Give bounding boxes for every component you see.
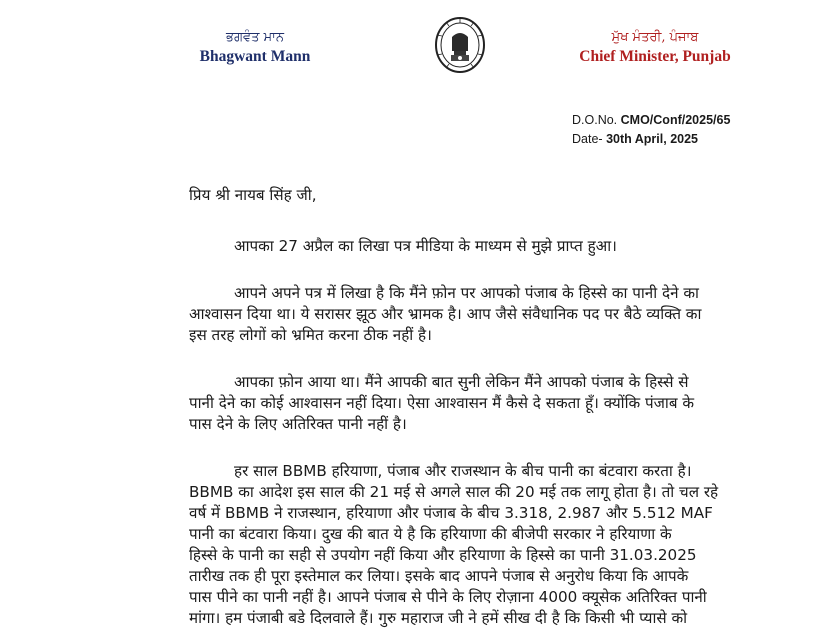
- paragraph-4: [189, 461, 755, 629]
- dono-line: [572, 111, 730, 130]
- dono-label: D.O.No.: [572, 113, 618, 127]
- paragraph-line: मांगा। हम पंजाबी बडे दिलवाले हैं। गुरु महाराज जी ने हमें सीख दी है कि किसी भी प्यासे को: [189, 609, 688, 627]
- date-value: 30th April, 2025: [606, 132, 698, 146]
- paragraph-line: इस तरह लोगों को भ्रमित करना ठीक नहीं है।: [189, 326, 432, 344]
- paragraph-1: [189, 236, 755, 257]
- paragraph-line: हिस्से के पानी का सही से उपयोग नहीं किया और हरियाणा के हिस्से का पानी 31.03.2025: [189, 546, 697, 564]
- reference-block: [572, 111, 730, 149]
- paragraph-line: पानी देने का कोई आश्वासन नहीं दिया। ऐसा आश्वासन मैं कैसे दे सकता हूँ। क्योंकि पंजाब के: [189, 394, 694, 412]
- paragraph-line: हर साल BBMB हरियाणा, पंजाब और राजस्थान के बीच पानी का बंटवारा करता है।: [234, 462, 692, 480]
- paragraph-line: पास देने के लिए अतिरिक्त पानी नहीं है।: [189, 415, 407, 433]
- paragraph-line: आपका फ़ोन आया था। मैंने आपकी बात सुनी लेकिन मैंने आपको पंजाब के हिस्से से: [234, 373, 689, 391]
- sender-title-native: ਮੁੱਖ ਮੰਤਰੀ, ਪੰਜਾਬ: [611, 30, 699, 45]
- paragraph-line: आपका 27 अप्रैल का लिखा पत्र मीडिया के माध्यम से मुझे प्राप्त हुआ।: [234, 237, 617, 255]
- paragraph-line: वर्ष में BBMB ने राजस्थान, हरियाणा और पंजाब के बीच 3.318, 2.987 और 5.512 MAF: [189, 504, 713, 522]
- salutation: प्रिय श्री नायब सिंह जी,: [189, 186, 317, 204]
- date-label: Date-: [572, 132, 603, 146]
- date-line: [572, 130, 730, 149]
- paragraph-line: पानी का बंटवारा किया। दुख की बात ये है कि हरियाणा की बीजेपी सरकार ने हरियाणा के: [189, 525, 672, 543]
- paragraph-line: पास पीने का पानी नहीं है। आपने पंजाब से पीने के लिए रोज़ाना 4000 क्यूसेक अतिरिक्त पानी: [189, 588, 707, 606]
- sender-name-block: [193, 29, 317, 66]
- sender-title-block: [575, 29, 735, 66]
- sender-title-english: Chief Minister, Punjab: [579, 48, 731, 65]
- paragraph-line: BBMB का आदेश इस साल की 21 मई से अगले साल की 20 मई तक लागू होता है। तो चल रहे: [189, 483, 719, 501]
- paragraph-line: आपने अपने पत्र में लिखा है कि मैंने फ़ोन पर आपको पंजाब के हिस्से का पानी देने का: [234, 284, 699, 302]
- state-emblem-icon: [433, 15, 487, 75]
- paragraph-line: आश्वासन दिया था। ये सरासर झूठ और भ्रामक है। आप जैसे संवैधानिक पद पर बैठे व्यक्ति का: [189, 305, 702, 323]
- paragraph-2: [189, 283, 755, 346]
- paragraph-line: तारीख तक ही पूरा इस्तेमाल कर लिया। इसके बाद आपने पंजाब से अनुरोध किया कि आपके: [189, 567, 689, 585]
- dono-value: CMO/Conf/2025/65: [620, 113, 731, 127]
- paragraph-3: [189, 372, 755, 435]
- sender-name-native: ਭਗਵੰਤ ਮਾਨ: [225, 30, 284, 45]
- sender-name-english: Bhagwant Mann: [199, 48, 311, 65]
